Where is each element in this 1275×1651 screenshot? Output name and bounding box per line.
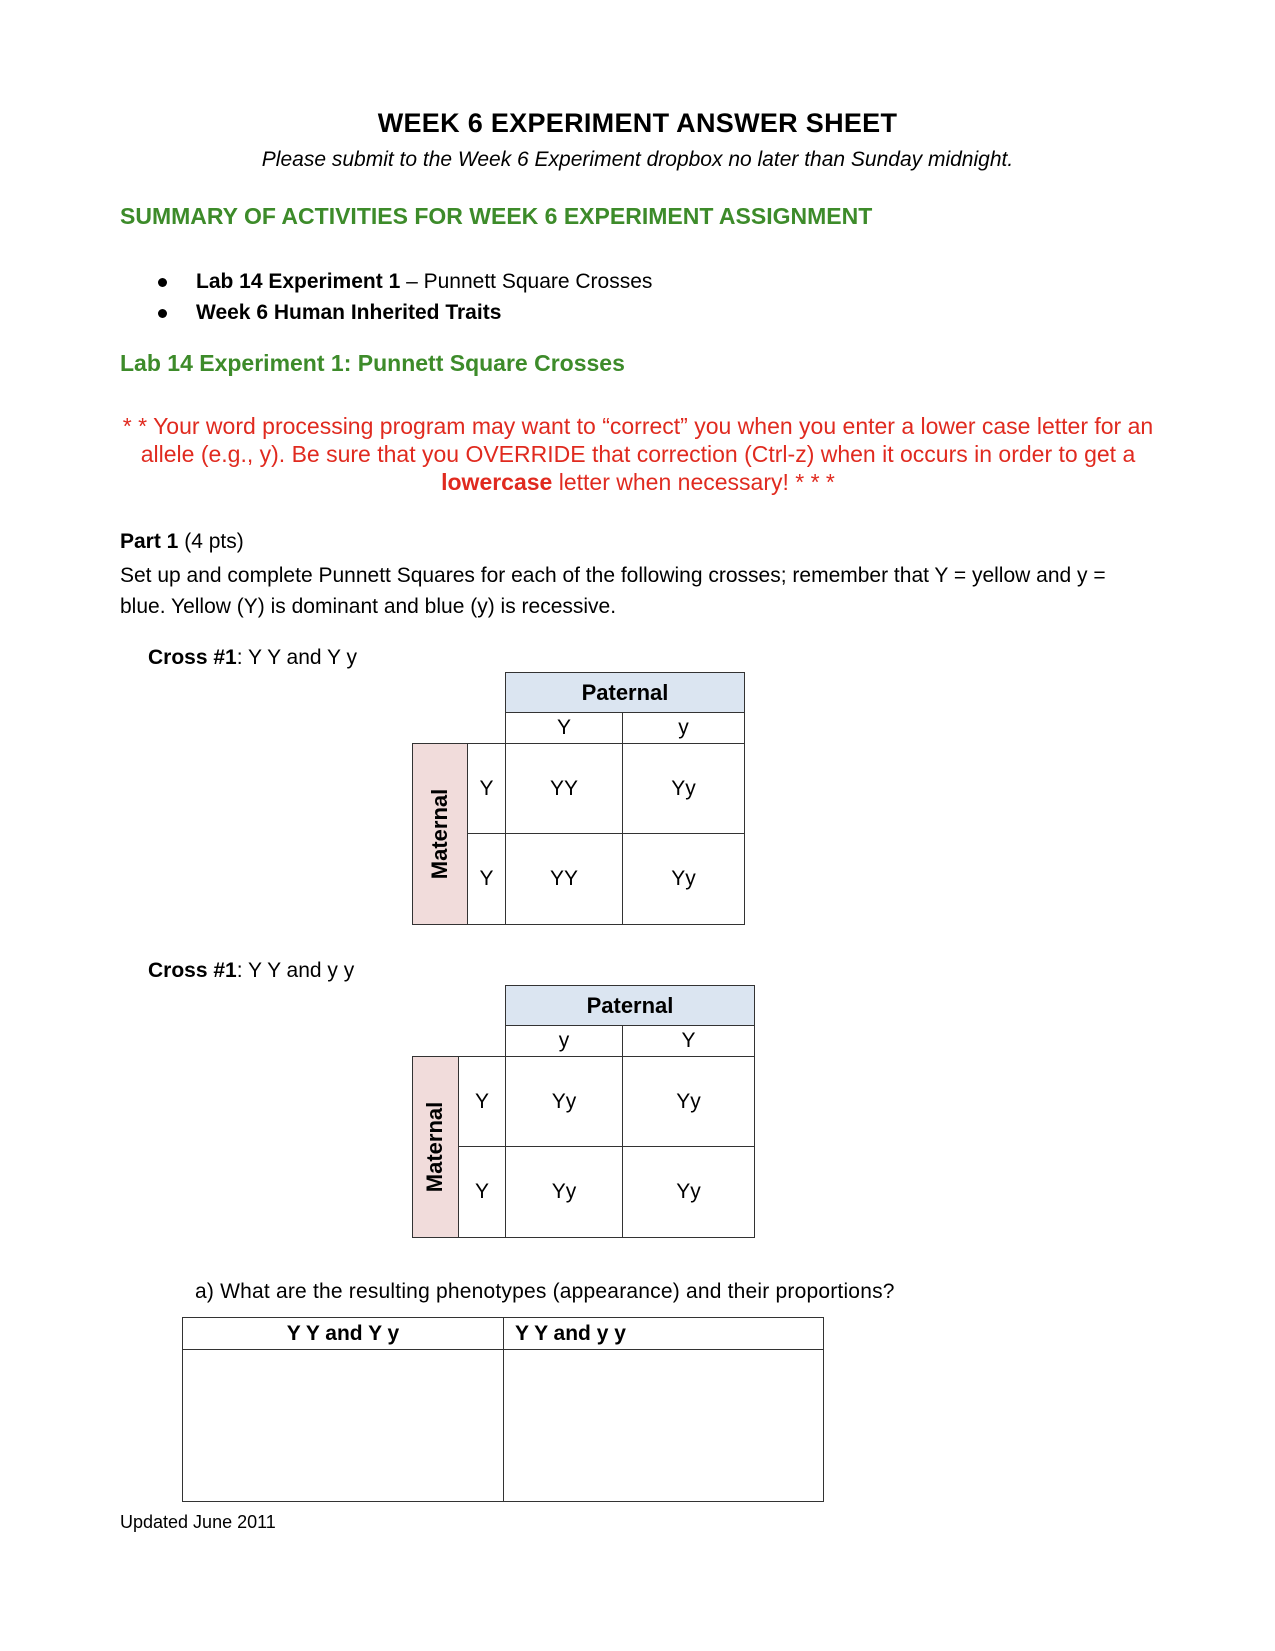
genotype-cell: Yy	[622, 833, 745, 925]
list-item	[152, 297, 652, 328]
maternal-allele: Y	[467, 743, 506, 834]
column-divider	[503, 1318, 504, 1501]
maternal-allele: Y	[458, 1146, 506, 1238]
lab-heading: Lab 14 Experiment 1: Punnett Square Crosses	[120, 350, 625, 376]
part-label: Part 1	[120, 530, 179, 553]
answer-column-header: Y Y and Y y	[286, 1321, 400, 1345]
phenotype-answer-table	[182, 1317, 824, 1502]
cross-label	[148, 646, 357, 670]
warning-text: * * Your word processing program may want to “correct” you when you enter a lower case letter for an allele (e.g., y). Be sure that you OVERRIDE that correction (Ctrl-z) when it occurs in order to get a	[122, 413, 1154, 467]
maternal-header	[412, 1056, 459, 1238]
cross-label-rest: : Y Y and y y	[236, 959, 355, 982]
maternal-header	[412, 743, 468, 925]
list-item-bold: Week 6 Human Inherited Traits	[196, 301, 502, 324]
genotype-cell: YY	[505, 833, 623, 925]
warning-bold: lowercase	[441, 469, 553, 495]
paternal-allele: y	[505, 1025, 623, 1057]
answer-cell-1[interactable]	[183, 1351, 502, 1501]
answer-column-header: Y Y and y y	[515, 1321, 626, 1345]
genotype-cell: Yy	[622, 1056, 755, 1147]
list-item-rest: – Punnett Square Crosses	[400, 270, 653, 293]
question-text: a) What are the resulting phenotypes (appearance) and their proportions?	[195, 1280, 895, 1303]
answer-cell-2[interactable]	[505, 1351, 823, 1501]
genotype-cell: Yy	[505, 1056, 623, 1147]
paternal-header: Paternal	[505, 672, 745, 713]
genotype-cell: Yy	[622, 1146, 755, 1238]
part-points: (4 pts)	[178, 530, 244, 553]
header-divider	[183, 1349, 823, 1350]
list-item-bold: Lab 14 Experiment 1	[196, 270, 401, 293]
paternal-header: Paternal	[505, 985, 755, 1026]
maternal-allele: Y	[467, 833, 506, 925]
cross-label-bold: Cross #1	[148, 959, 237, 982]
paternal-allele: Y	[622, 1025, 755, 1057]
maternal-allele: Y	[458, 1056, 506, 1147]
page-title: WEEK 6 EXPERIMENT ANSWER SHEET	[377, 108, 898, 138]
footer-updated: Updated June 2011	[120, 1512, 276, 1532]
page-subtitle: Please submit to the Week 6 Experiment dropbox no later than Sunday midnight.	[261, 148, 1014, 171]
paternal-allele: Y	[505, 712, 623, 744]
warning-note	[118, 412, 1158, 496]
part-heading	[120, 530, 244, 554]
genotype-cell: Yy	[505, 1146, 623, 1238]
part-instructions: Set up and complete Punnett Squares for each of the following crosses; remember that Y = yellow and y = blue. Yellow (Y) is dominant and blue (y) is recessive.	[120, 564, 1106, 618]
bullet-icon	[158, 278, 167, 287]
maternal-label: Maternal	[427, 788, 453, 880]
paternal-allele: y	[622, 712, 745, 744]
cross-label-rest: : Y Y and Y y	[236, 646, 358, 669]
genotype-cell: Yy	[622, 743, 745, 834]
summary-list	[152, 266, 652, 328]
warning-text-end: letter when necessary! * * *	[552, 469, 835, 495]
genotype-cell: YY	[505, 743, 623, 834]
maternal-label: Maternal	[422, 1101, 448, 1193]
list-item	[152, 266, 652, 297]
cross-label	[148, 959, 354, 983]
bullet-icon	[158, 309, 167, 318]
cross-label-bold: Cross #1	[148, 646, 237, 669]
summary-heading: SUMMARY OF ACTIVITIES FOR WEEK 6 EXPERIMENT ASSIGNMENT	[120, 203, 873, 229]
